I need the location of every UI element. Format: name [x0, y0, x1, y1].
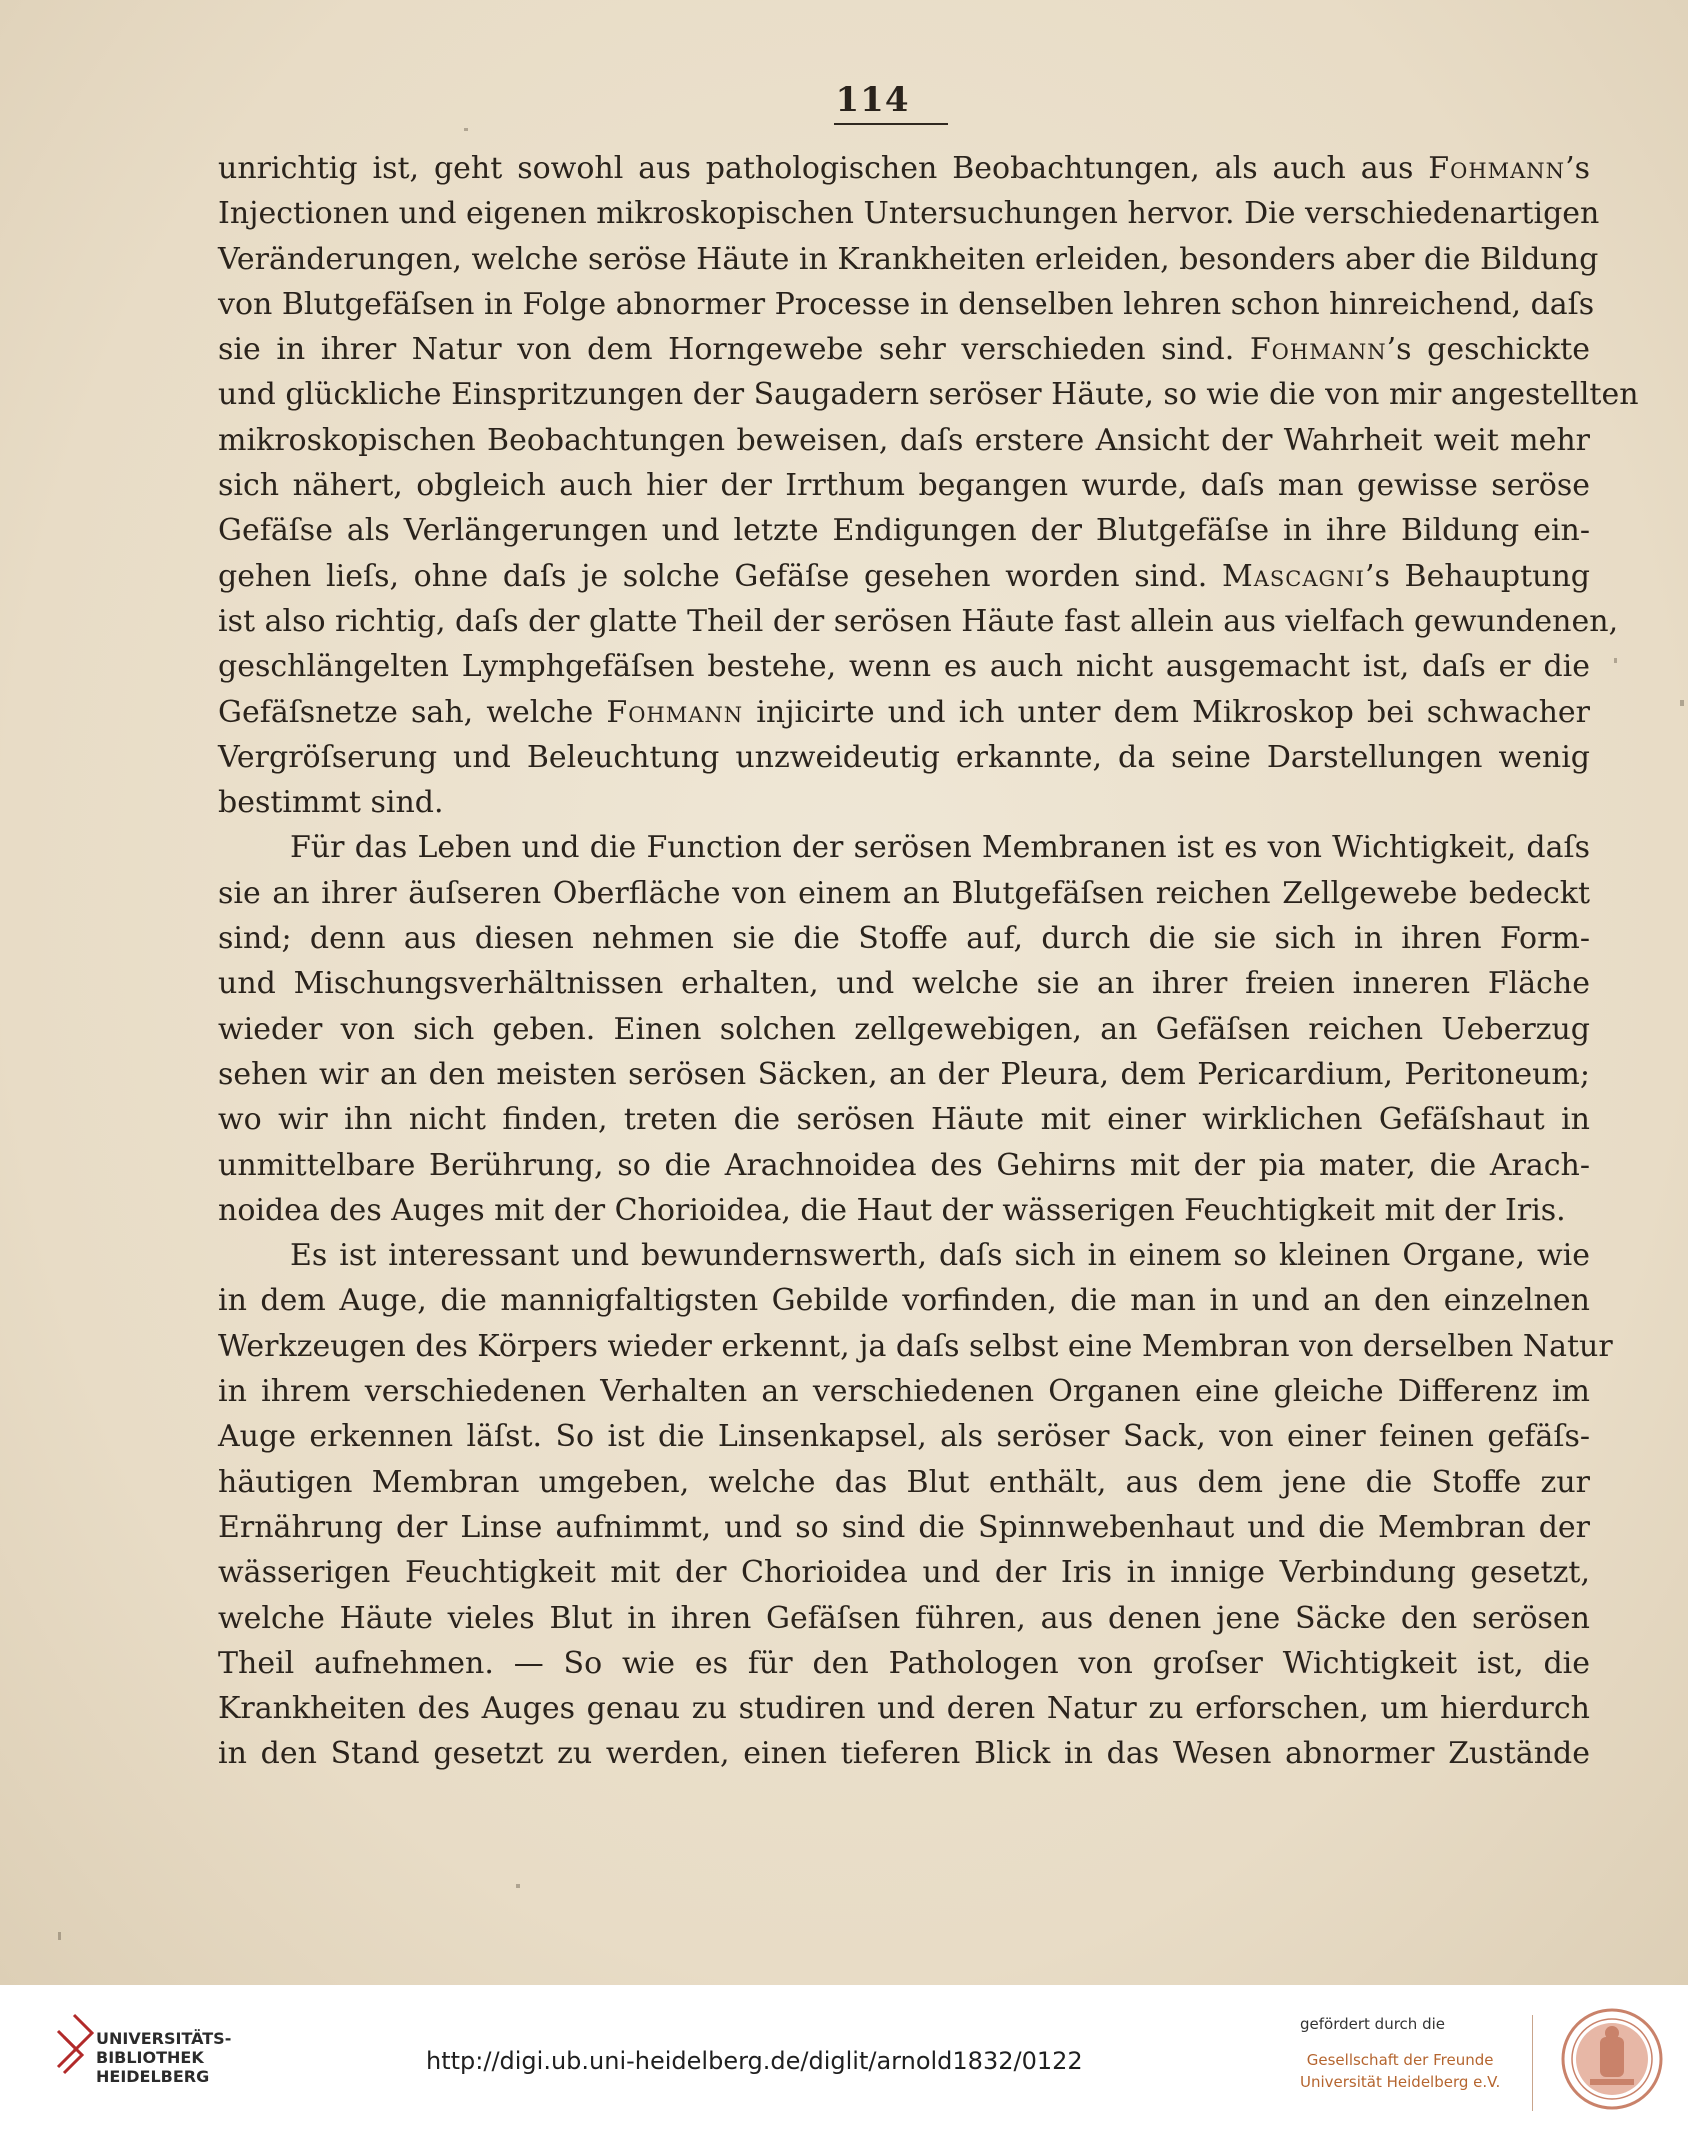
text-run: sehen wir an den meisten serösen Säcken, an der Pleura, dem Pericardium, Peritoneum;	[218, 1056, 1590, 1092]
text-line	[218, 1278, 1590, 1323]
page-number: 114	[835, 80, 910, 120]
text-line	[218, 1233, 1590, 1278]
author-name: Mascagni	[1222, 558, 1365, 594]
text-run: von Blutgefäſsen in Folge abnormer Processe in denselben lehren schon hinreichend, daſs	[218, 286, 1595, 322]
text-line	[218, 554, 1590, 599]
library-name-line: UNIVERSITÄTS-	[96, 2029, 232, 2048]
text-line	[218, 418, 1590, 463]
text-run: noidea des Auges mit der Chorioidea, die Haut der wässerigen Feuchtigkeit mit der Iris.	[218, 1192, 1566, 1228]
text-run: Auge erkennen läſst. So ist die Linsenkapsel, als seröser Sack, von einer feinen gefäſs-	[218, 1419, 1590, 1455]
text-run: sie an ihrer äuſseren Oberfläche von einem an Blutgefäſsen reichen Zellgewebe bedeckt	[218, 875, 1590, 911]
text-run: Vergröſserung und Beleuchtung unzweideutig erkannte, da seine Darstellungen wenig	[218, 739, 1590, 775]
text-line	[218, 282, 1595, 327]
text-line	[218, 327, 1590, 372]
text-run: injicirte und ich unter dem Mikroskop bei schwacher	[743, 694, 1590, 730]
text-line	[218, 780, 1590, 825]
text-line	[218, 463, 1590, 508]
paper-speck	[516, 1884, 520, 1888]
text-run: wo wir ihn nicht finden, treten die serösen Häute mit einer wirklichen Gefäſshaut in	[218, 1102, 1590, 1138]
text-line	[218, 1686, 1590, 1731]
text-run: bestimmt sind.	[218, 785, 444, 821]
text-run: unrichtig ist, geht sowohl aus pathologischen Beobachtungen, als auch aus	[218, 151, 1429, 186]
text-run: ’s	[1565, 151, 1590, 186]
text-run: Ernährung der Linse aufnimmt, und so sind die Spinnwebenhaut und die Membran der	[218, 1509, 1590, 1545]
paper-speck	[1680, 700, 1684, 706]
text-run: ’s Behauptung	[1364, 558, 1590, 594]
text-run: ist also richtig, daſs der glatte Theil der serösen Häute fast allein aus vielfach gewundenen,	[218, 603, 1619, 639]
permalink-url[interactable]: http://digi.ub.uni-heidelberg.de/diglit/arnold1832/0122	[426, 2047, 1083, 2075]
text-run: sich nähert, obgleich auch hier der Irrthum begangen wurde, daſs man gewisse seröse	[218, 468, 1590, 504]
sponsor-name	[1300, 2049, 1500, 2093]
author-name: Fohmann	[606, 694, 744, 730]
text-line	[218, 1143, 1590, 1188]
text-run: sind; denn aus diesen nehmen sie die Stoffe auf, durch die sie sich in ihren Form-	[218, 921, 1590, 957]
author-name: Fohmann	[1249, 332, 1387, 368]
text-run: wässerigen Feuchtigkeit mit der Chorioidea und der Iris in innige Verbindung gesetzt,	[218, 1555, 1590, 1591]
text-line	[218, 825, 1590, 870]
university-seal-icon	[1560, 2007, 1664, 2111]
text-line	[218, 237, 1599, 282]
text-line	[218, 1460, 1590, 1505]
text-line	[218, 1414, 1590, 1459]
library-name-line: HEIDELBERG	[96, 2067, 210, 2086]
text-line	[218, 961, 1590, 1006]
text-run: mikroskopischen Beobachtungen beweisen, daſs erstere Ansicht der Wahrheit weit mehr	[218, 422, 1590, 458]
text-line	[218, 191, 1600, 236]
text-line	[218, 690, 1590, 735]
text-run: Injectionen und eigenen mikroskopischen Untersuchungen hervor. Die verschiedenartigen	[218, 196, 1600, 232]
page-number-rule	[834, 123, 948, 125]
text-line	[218, 1641, 1590, 1686]
text-line	[218, 1052, 1590, 1097]
text-run: in ihrem verschiedenen Verhalten an verschiedenen Organen eine gleiche Differenz im	[218, 1374, 1590, 1410]
text-run: ’s geschickte	[1386, 332, 1590, 368]
text-line	[218, 735, 1590, 780]
text-run: in dem Auge, die mannigfaltigsten Gebilde vorfinden, die man in und an den einzelnen	[218, 1283, 1590, 1319]
text-run: Theil aufnehmen. — So wie es für den Pathologen von groſser Wichtigkeit ist, die	[218, 1645, 1590, 1681]
body-text	[218, 146, 1639, 1777]
text-run: Für das Leben und die Function der serösen Membranen ist es von Wichtigkeit, daſs	[290, 830, 1590, 866]
text-line	[218, 1188, 1590, 1233]
text-line	[218, 372, 1639, 417]
paper-speck	[58, 1932, 61, 1940]
text-run: Veränderungen, welche seröse Häute in Krankheiten erleiden, besonders aber die Bildung	[218, 241, 1599, 277]
author-name: Fohmann	[1428, 151, 1566, 186]
text-line	[218, 508, 1590, 553]
text-run: Werkzeugen des Körpers wieder erkennt, ja daſs selbst eine Membran von derselben Natur	[218, 1328, 1613, 1364]
text-line	[218, 146, 1590, 191]
text-run: und glückliche Einspritzungen der Saugadern seröser Häute, so wie die von mir angestellten	[218, 377, 1639, 413]
text-line	[218, 1369, 1590, 1414]
text-line	[218, 916, 1590, 961]
text-line	[218, 1007, 1590, 1052]
paper-speck	[1614, 658, 1617, 663]
sponsor-name-line: Universität Heidelberg e.V.	[1300, 2073, 1501, 2091]
text-run: Gefäſse als Verlängerungen und letzte Endigungen der Blutgefäſse in ihre Bildung ein-	[218, 513, 1590, 549]
ub-heidelberg-logo-icon	[54, 2013, 94, 2077]
text-line	[218, 599, 1619, 644]
text-run: häutigen Membran umgeben, welche das Blut enthält, aus dem jene die Stoffe zur	[218, 1464, 1590, 1500]
library-name-line: BIBLIOTHEK	[96, 2048, 204, 2067]
text-line	[218, 1505, 1590, 1550]
digitization-footer	[0, 1985, 1688, 2133]
paper-speck	[464, 128, 468, 131]
text-run: wieder von sich geben. Einen solchen zellgewebigen, an Gefäſsen reichen Ueberzug	[218, 1011, 1590, 1047]
text-line	[218, 871, 1590, 916]
text-run: Krankheiten des Auges genau zu studiren und deren Natur zu erforschen, um hierdurch	[218, 1691, 1590, 1727]
footer-divider	[1532, 2015, 1533, 2111]
text-run: geschlängelten Lymphgefäſsen bestehe, wenn es auch nicht ausgemacht ist, daſs er die	[218, 649, 1590, 685]
text-run: in den Stand gesetzt zu werden, einen tieferen Blick in das Wesen abnormer Zustände	[218, 1736, 1590, 1772]
text-line	[218, 644, 1590, 689]
text-line	[218, 1596, 1590, 1641]
library-name	[96, 2029, 231, 2086]
text-run: welche Häute vieles Blut in ihren Gefäſsen führen, aus denen jene Säcke den serösen	[218, 1600, 1590, 1636]
text-line	[218, 1550, 1590, 1595]
text-run: sie in ihrer Natur von dem Horngewebe sehr verschieden sind.	[218, 332, 1250, 368]
text-run: gehen lieſs, ohne daſs je solche Gefäſse gesehen worden sind.	[218, 558, 1222, 594]
text-run: und Mischungsverhältnissen erhalten, und welche sie an ihrer freien inneren Fläche	[218, 966, 1590, 1002]
text-line	[218, 1097, 1590, 1142]
text-run: Gefäſsnetze sah, welche	[218, 694, 607, 730]
text-line	[218, 1324, 1613, 1369]
text-run: Es ist interessant und bewundernswerth, daſs sich in einem so kleinen Organe, wie	[290, 1238, 1590, 1274]
sponsor-intro: gefördert durch die	[1300, 2015, 1445, 2033]
sponsor-name-line: Gesellschaft der Freunde	[1306, 2051, 1494, 2069]
text-run: unmittelbare Berührung, so die Arachnoidea des Gehirns mit der pia mater, die Arach-	[218, 1147, 1590, 1183]
text-line	[218, 1731, 1590, 1776]
